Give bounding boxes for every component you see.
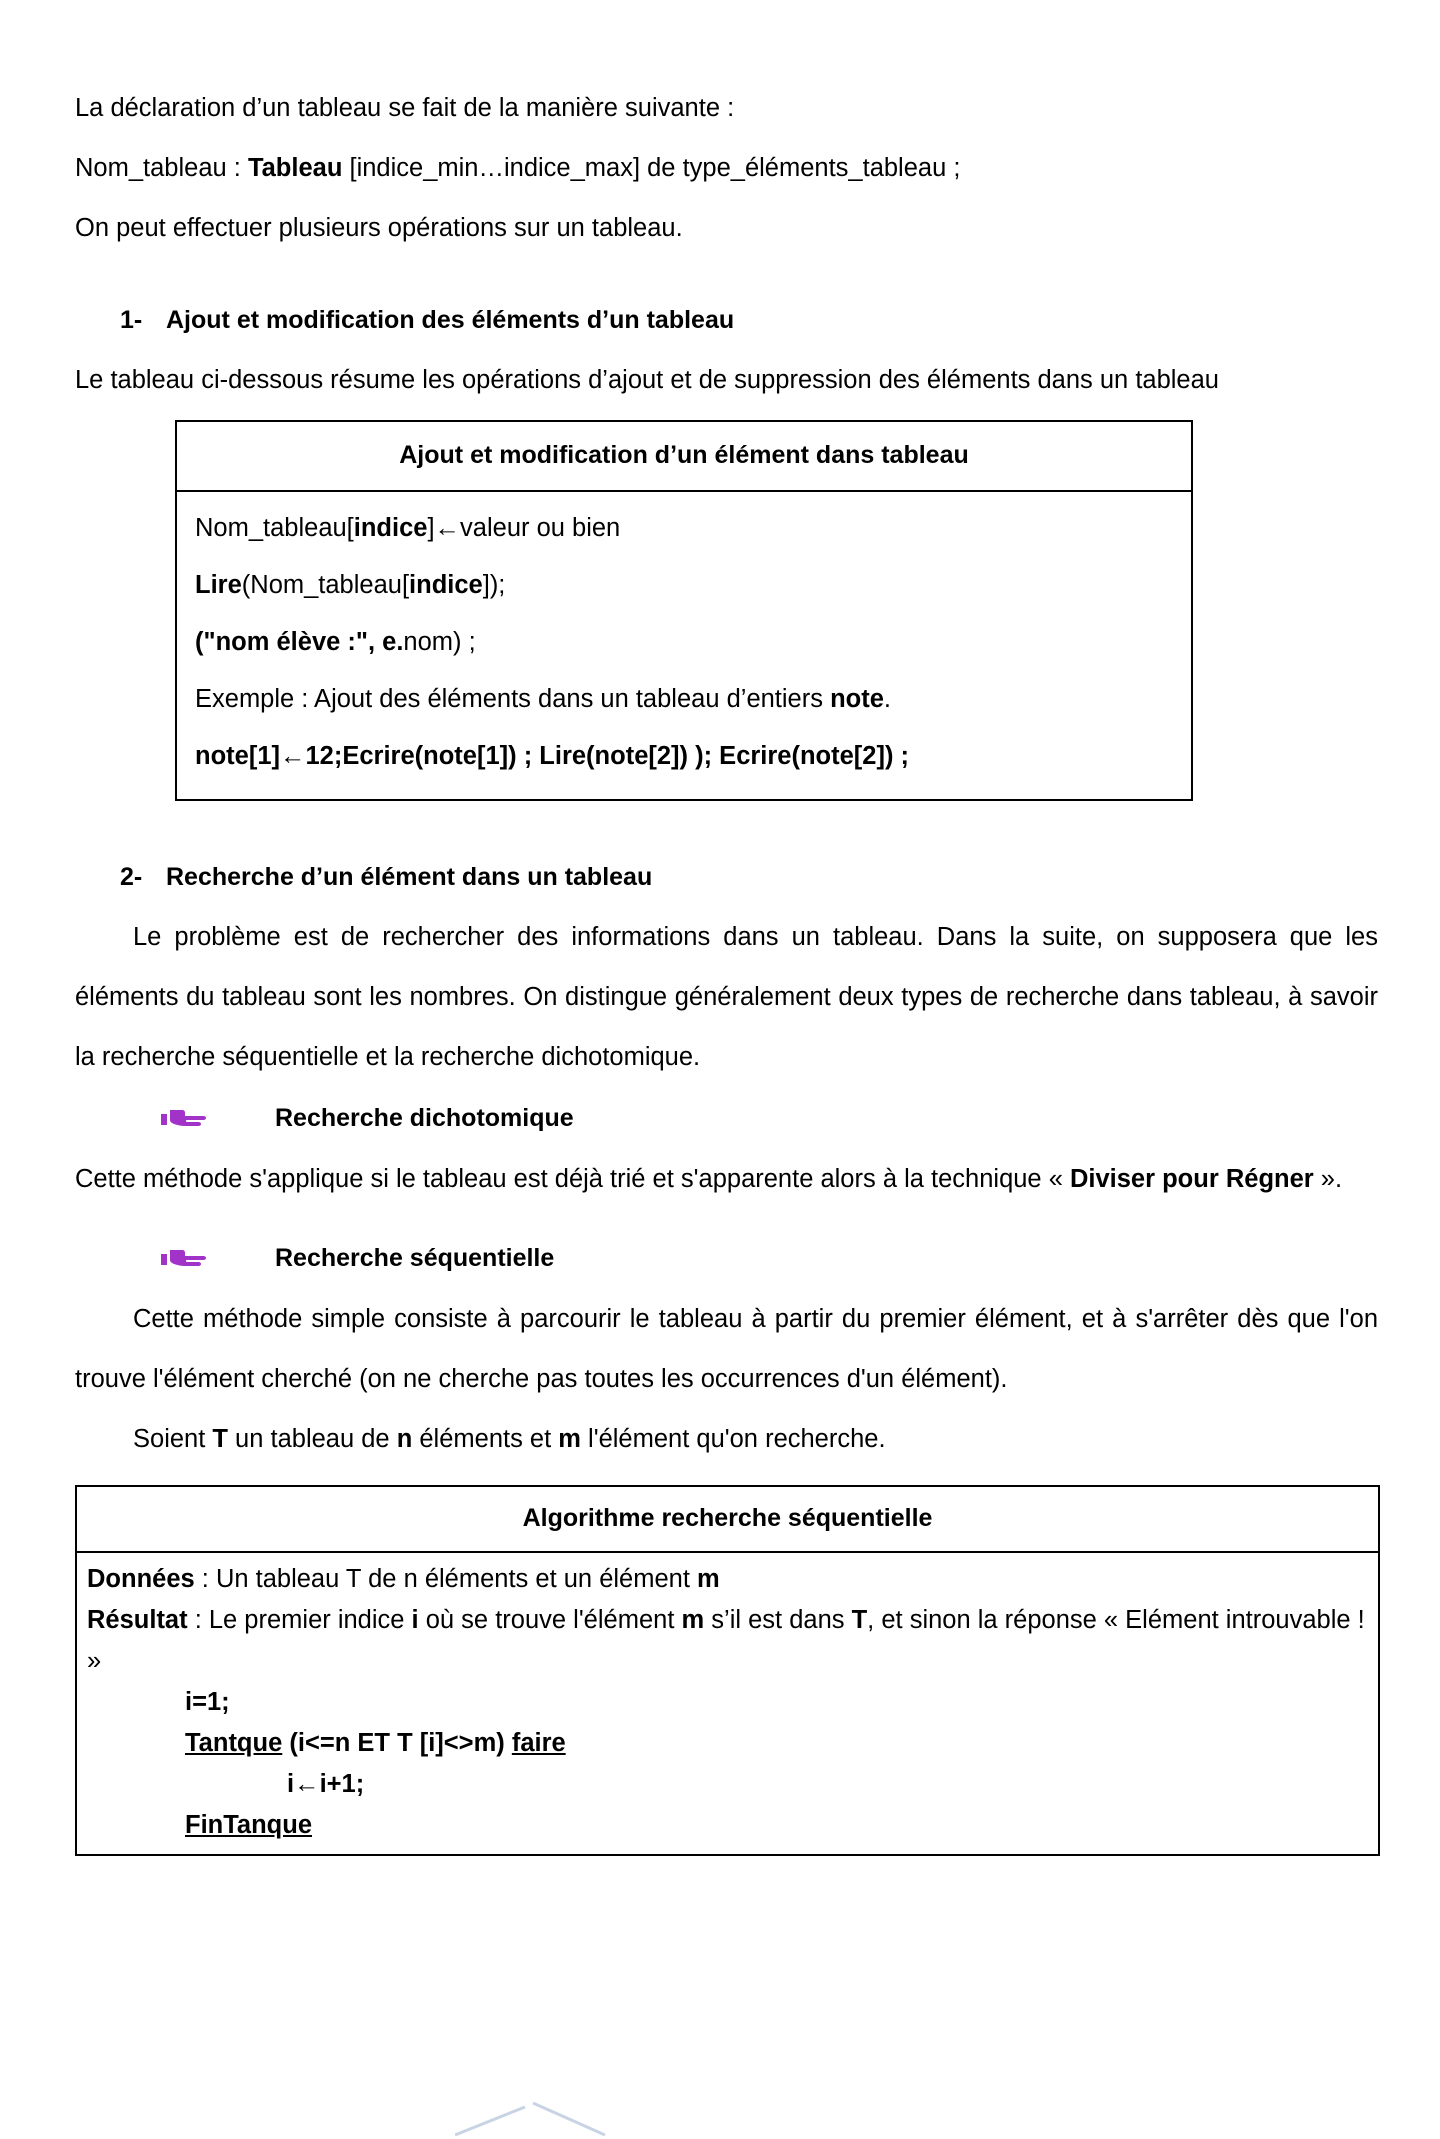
soient-p4: l'élément qu'on recherche. [580,1425,886,1453]
soient-b1: T [212,1425,228,1453]
soient-p1: Soient [133,1425,213,1453]
section-1-number: 1- [120,306,143,334]
intro-block [75,78,1378,258]
code-seg: ]); [482,571,506,599]
section-2-paragraph: Le problème est de rechercher des informations dans un tableau. Dans la suite, on supposera que les éléments du tableau sont les nombres. On distingue généralement deux types de recherche dans tableau, à savoir la recherche séquentielle et la recherche dichotomique. [75,923,1378,1071]
ajout-modification-table-header: Ajout et modification d’un élément dans tableau [177,422,1191,492]
spacer [75,1209,1378,1227]
spacer [75,801,1378,847]
algorithme-box-body [77,1553,1378,1854]
page-bottom-decoration [455,2101,755,2137]
resultat-label: Résultat [87,1606,188,1634]
bullet-recherche-sequentielle [75,1227,1378,1289]
code-seg: Exemple : Ajout des éléments dans un tableau d’entiers [195,685,831,713]
dichotomique-paragraph [75,1149,1378,1209]
pointing-hand-icon [157,1241,219,1275]
code-seg: Nom_tableau[ [195,514,354,542]
section-2-title: Recherche d’un élément dans un tableau [166,863,653,891]
while-cond-a: (i<=n ET [282,1729,398,1757]
algo-resultat-line [87,1600,1378,1682]
resultat-p4: , et sinon la réponse « Elément introuvable ! » [87,1606,1365,1675]
resultat-b3: T [851,1606,868,1634]
soient-b3: m [558,1425,581,1453]
diviser-pour-regner: Diviser pour Régner [1069,1165,1314,1193]
donnees-label: Données [87,1565,195,1593]
ajout-modification-table-body [177,492,1191,799]
code-seg-bold: note [830,685,884,713]
intro-line-3: On peut effectuer plusieurs opérations sur un tableau. [75,214,683,242]
section-1-heading [75,290,1378,350]
bullet-label: Recherche dichotomique [275,1103,574,1132]
section-1-body: Le tableau ci-dessous résume les opérations d’ajout et de suppression des éléments dans un tableau [75,366,1219,394]
spacer [75,258,1378,290]
ajout-modification-table [175,420,1193,801]
algorithme-box [75,1485,1380,1856]
code-seg: nom) ; [403,628,476,656]
code-seg-bold: Lire [195,571,242,599]
table-row [177,614,1191,671]
dichotomique-pre: Cette méthode s'applique si le tableau est déjà trié et s'apparente alors à la technique « [75,1165,1070,1193]
soient-p3: éléments et [412,1425,559,1453]
code-seg: (Nom_tableau[ [241,571,410,599]
intro-line-2 [75,138,1378,198]
table-row [177,671,1191,728]
section-2-heading [75,847,1378,907]
soient-line [75,1409,1378,1469]
table-row [177,500,1191,557]
donnees-bold-tail: m [697,1565,720,1593]
algorithme-box-header: Algorithme recherche séquentielle [77,1487,1378,1553]
table-row: note[1]←12;Ecrire(note[1]) ; Lire(note[2]) ); Ecrire(note[2]) ; [195,742,910,770]
code-seg-bold: indice [409,571,483,599]
intro-line2-pre: Nom_tableau : [75,154,248,182]
algo-while-line [87,1723,1378,1764]
resultat-p2: où se trouve l'élément [418,1606,682,1634]
code-seg-bold: indice [353,514,428,542]
soient-b2: n [396,1425,413,1453]
pointing-hand-icon [157,1101,219,1135]
table-row [177,557,1191,614]
code-seg: ]←valeur ou bien [427,514,621,542]
tableau-keyword: Tableau [247,154,343,182]
while-cond-b: T [397,1729,413,1757]
section-2-number: 2- [120,863,143,891]
faire-keyword: faire [511,1729,566,1757]
bullet-recherche-dichotomique [75,1087,1378,1149]
section-1-title: Ajout et modification des éléments d’un tableau [166,306,735,334]
while-cond-c: [i]<>m) [412,1729,512,1757]
algo-increment-line: i←i+1; [287,1770,365,1798]
resultat-p3: s’il est dans [704,1606,852,1634]
resultat-b1: i [411,1606,419,1634]
soient-p2: un tableau de [227,1425,397,1453]
code-seg-bold: ("nom élève :", e. [195,628,404,656]
sequentielle-paragraph: Cette méthode simple consiste à parcourir le tableau à partir du premier élément, et à s'arrêter dès que l'on trouve l'élément cherché (on ne cherche pas toutes les occurrences d'un élément). [75,1305,1378,1393]
algo-donnees-line [87,1559,1378,1600]
tantque-keyword: Tantque [185,1729,283,1757]
donnees-text: : Un tableau T de n éléments et un élément [194,1565,697,1593]
algo-init-line: i=1; [185,1688,230,1716]
intro-line-1: La déclaration d’un tableau se fait de la manière suivante : [75,94,735,122]
code-seg: . [883,685,891,713]
dichotomique-post: ». [1313,1165,1343,1193]
intro-line2-post: [indice_min…indice_max] de type_éléments_tableau ; [342,154,961,182]
resultat-b2: m [681,1606,705,1634]
algo-endwhile-line: FinTanque [185,1811,313,1839]
resultat-p1: : Le premier indice [187,1606,412,1634]
bullet-label: Recherche séquentielle [275,1243,555,1272]
